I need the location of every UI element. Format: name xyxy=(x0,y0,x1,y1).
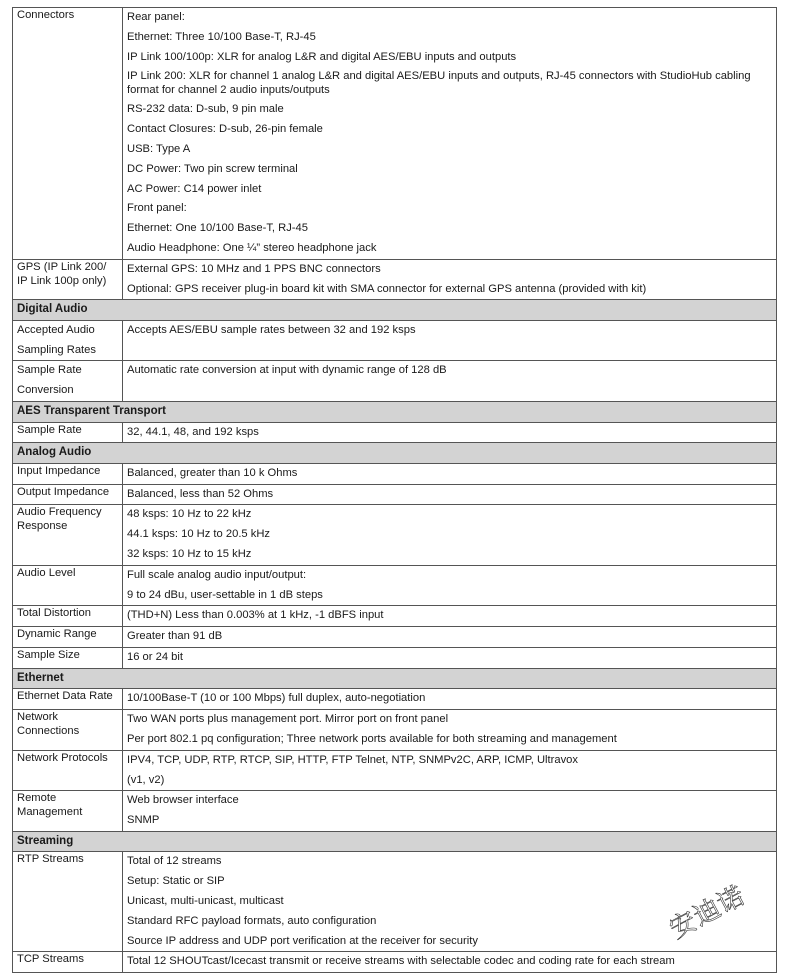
spec-value-line: IP Link 200: XLR for channel 1 analog L&R and digital AES/EBU inputs and outputs, RJ-45 connectors with StudioHub cabling format for channel 2 audio inputs/outputs xyxy=(127,70,751,96)
spec-value-line: IPV4, TCP, UDP, RTP, RTCP, SIP, HTTP, FTP Telnet, NTP, SNMPv2C, ARP, ICMP, Ultravox xyxy=(127,753,578,766)
spec-value-line: Audio Headphone: One ¼” stereo headphone jack xyxy=(127,241,377,254)
spec-value-line: 32, 44.1, 48, and 192 ksps xyxy=(127,425,259,438)
spec-value-line: Automatic rate conversion at input with dynamic range of 128 dB xyxy=(127,364,447,377)
spec-row xyxy=(13,463,777,484)
spec-label: Total Distortion xyxy=(13,606,123,627)
spec-value-line: Contact Closures: D-sub, 26-pin female xyxy=(127,123,323,136)
spec-label: Accepted Audio Sampling Rates xyxy=(13,320,123,361)
spec-label: Sample Rate xyxy=(13,422,123,443)
spec-value-cell xyxy=(123,463,777,484)
spec-value-cell xyxy=(123,320,777,361)
spec-value-line: SNMP xyxy=(127,814,160,827)
spec-value-cell xyxy=(123,648,777,669)
spec-label: RTP Streams xyxy=(13,852,123,952)
section-header-row xyxy=(13,402,777,423)
section-title: Streaming xyxy=(13,831,777,852)
spec-value-line: IP Link 100/100p: XLR for analog L&R and digital AES/EBU inputs and outputs xyxy=(127,50,517,63)
spec-row xyxy=(13,952,777,973)
spec-value-line: External GPS: 10 MHz and 1 PPS BNC connectors xyxy=(127,262,381,275)
spec-row xyxy=(13,565,777,606)
spec-row xyxy=(13,689,777,710)
spec-label: TCP Streams xyxy=(13,952,123,973)
section-title: Ethernet xyxy=(13,668,777,689)
spec-value-line: Rear panel: xyxy=(127,11,185,23)
section-header-row xyxy=(13,300,777,321)
spec-label: Sample Size xyxy=(13,648,123,669)
section-header-row xyxy=(13,668,777,689)
spec-row xyxy=(13,361,777,402)
section-header-row xyxy=(13,831,777,852)
spec-value-cell xyxy=(123,8,777,260)
spec-row xyxy=(13,320,777,361)
spec-label: Network Protocols xyxy=(13,750,123,791)
watermark-text: 安迪诺 xyxy=(664,880,751,945)
spec-label: Input Impedance xyxy=(13,463,123,484)
spec-value-line: Total 12 SHOUTcast/Icecast transmit or receive streams with selectable codec and coding rate for each stream xyxy=(127,955,675,968)
spec-label: Audio Frequency Response xyxy=(13,505,123,565)
spec-value-cell xyxy=(123,259,777,300)
spec-label: Sample Rate Conversion xyxy=(13,361,123,402)
spec-value-cell xyxy=(123,606,777,627)
spec-value-line: Balanced, greater than 10 k Ohms xyxy=(127,466,298,479)
spec-row xyxy=(13,710,777,751)
spec-label: Connectors xyxy=(13,8,123,260)
spec-value-line: 32 ksps: 10 Hz to 15 kHz xyxy=(127,548,252,561)
spec-label: Output Impedance xyxy=(13,484,123,505)
spec-value-line: Full scale analog audio input/output: xyxy=(127,568,307,581)
spec-value-line: Source IP address and UDP port verification at the receiver for security xyxy=(127,934,478,947)
spec-value-line: AC Power: C14 power inlet xyxy=(127,182,262,195)
spec-row xyxy=(13,750,777,791)
spec-row xyxy=(13,484,777,505)
spec-value-line: Total of 12 streams xyxy=(127,855,222,868)
spec-value-line: 48 ksps: 10 Hz to 22 kHz xyxy=(127,508,252,521)
spec-value-cell xyxy=(123,791,777,832)
spec-value-cell xyxy=(123,750,777,791)
spec-label: Audio Level xyxy=(13,565,123,606)
spec-label: Remote Management xyxy=(13,791,123,832)
spec-value-cell xyxy=(123,484,777,505)
spec-row xyxy=(13,8,777,260)
spec-row xyxy=(13,505,777,565)
spec-value-cell xyxy=(123,952,777,973)
spec-row xyxy=(13,852,777,952)
spec-value-line: Unicast, multi-unicast, multicast xyxy=(127,894,284,907)
spec-value-line: 10/100Base-T (10 or 100 Mbps) full duplex, auto-negotiation xyxy=(127,692,426,705)
spec-value-line: 16 or 24 bit xyxy=(127,651,183,664)
spec-table xyxy=(12,7,777,973)
spec-label: GPS (IP Link 200/ IP Link 100p only) xyxy=(13,259,123,300)
spec-value-line: Setup: Static or SIP xyxy=(127,875,225,888)
spec-value-line: 9 to 24 dBu, user-settable in 1 dB steps xyxy=(127,588,323,601)
spec-value-line: RS-232 data: D-sub, 9 pin male xyxy=(127,103,284,116)
spec-value-cell xyxy=(123,505,777,565)
spec-value-line: Ethernet: One 10/100 Base-T, RJ-45 xyxy=(127,222,308,235)
spec-value-line: DC Power: Two pin screw terminal xyxy=(127,162,298,175)
spec-value-line: Front panel: xyxy=(127,202,187,215)
spec-value-line: Standard RFC payload formats, auto configuration xyxy=(127,914,377,927)
spec-row xyxy=(13,791,777,832)
spec-row xyxy=(13,648,777,669)
spec-value-line: Ethernet: Three 10/100 Base-T, RJ-45 xyxy=(127,30,316,43)
spec-value-cell xyxy=(123,361,777,402)
section-title: Digital Audio xyxy=(13,300,777,321)
spec-row xyxy=(13,627,777,648)
section-title: Analog Audio xyxy=(13,443,777,464)
section-title: AES Transparent Transport xyxy=(13,402,777,423)
spec-row xyxy=(13,422,777,443)
spec-label: Network Connections xyxy=(13,710,123,751)
spec-value-cell xyxy=(123,627,777,648)
spec-value-line: USB: Type A xyxy=(127,142,191,155)
spec-value-line: Web browser interface xyxy=(127,794,239,807)
spec-value-cell xyxy=(123,422,777,443)
section-header-row xyxy=(13,443,777,464)
spec-row xyxy=(13,259,777,300)
spec-row xyxy=(13,606,777,627)
spec-table-body xyxy=(13,8,777,973)
spec-label: Ethernet Data Rate xyxy=(13,689,123,710)
spec-value-cell xyxy=(123,710,777,751)
spec-value-line: Balanced, less than 52 Ohms xyxy=(127,487,274,500)
spec-label: Dynamic Range xyxy=(13,627,123,648)
spec-value-line: Accepts AES/EBU sample rates between 32 and 192 ksps xyxy=(127,323,416,336)
spec-value-line: (v1, v2) xyxy=(127,773,165,786)
spec-value-line: Two WAN ports plus management port. Mirror port on front panel xyxy=(127,713,449,726)
spec-value-cell xyxy=(123,565,777,606)
spec-value-line: Greater than 91 dB xyxy=(127,630,223,643)
spec-value-line: 44.1 ksps: 10 Hz to 20.5 kHz xyxy=(127,528,271,541)
spec-value-cell xyxy=(123,689,777,710)
spec-value-line: Optional: GPS receiver plug-in board kit with SMA connector for external GPS antenna (provided with kit) xyxy=(127,282,647,295)
spec-value-line: (THD+N) Less than 0.003% at 1 kHz, -1 dBFS input xyxy=(127,609,384,622)
spec-value-line: Per port 802.1 pq configuration; Three network ports available for both streaming and management xyxy=(127,732,617,745)
